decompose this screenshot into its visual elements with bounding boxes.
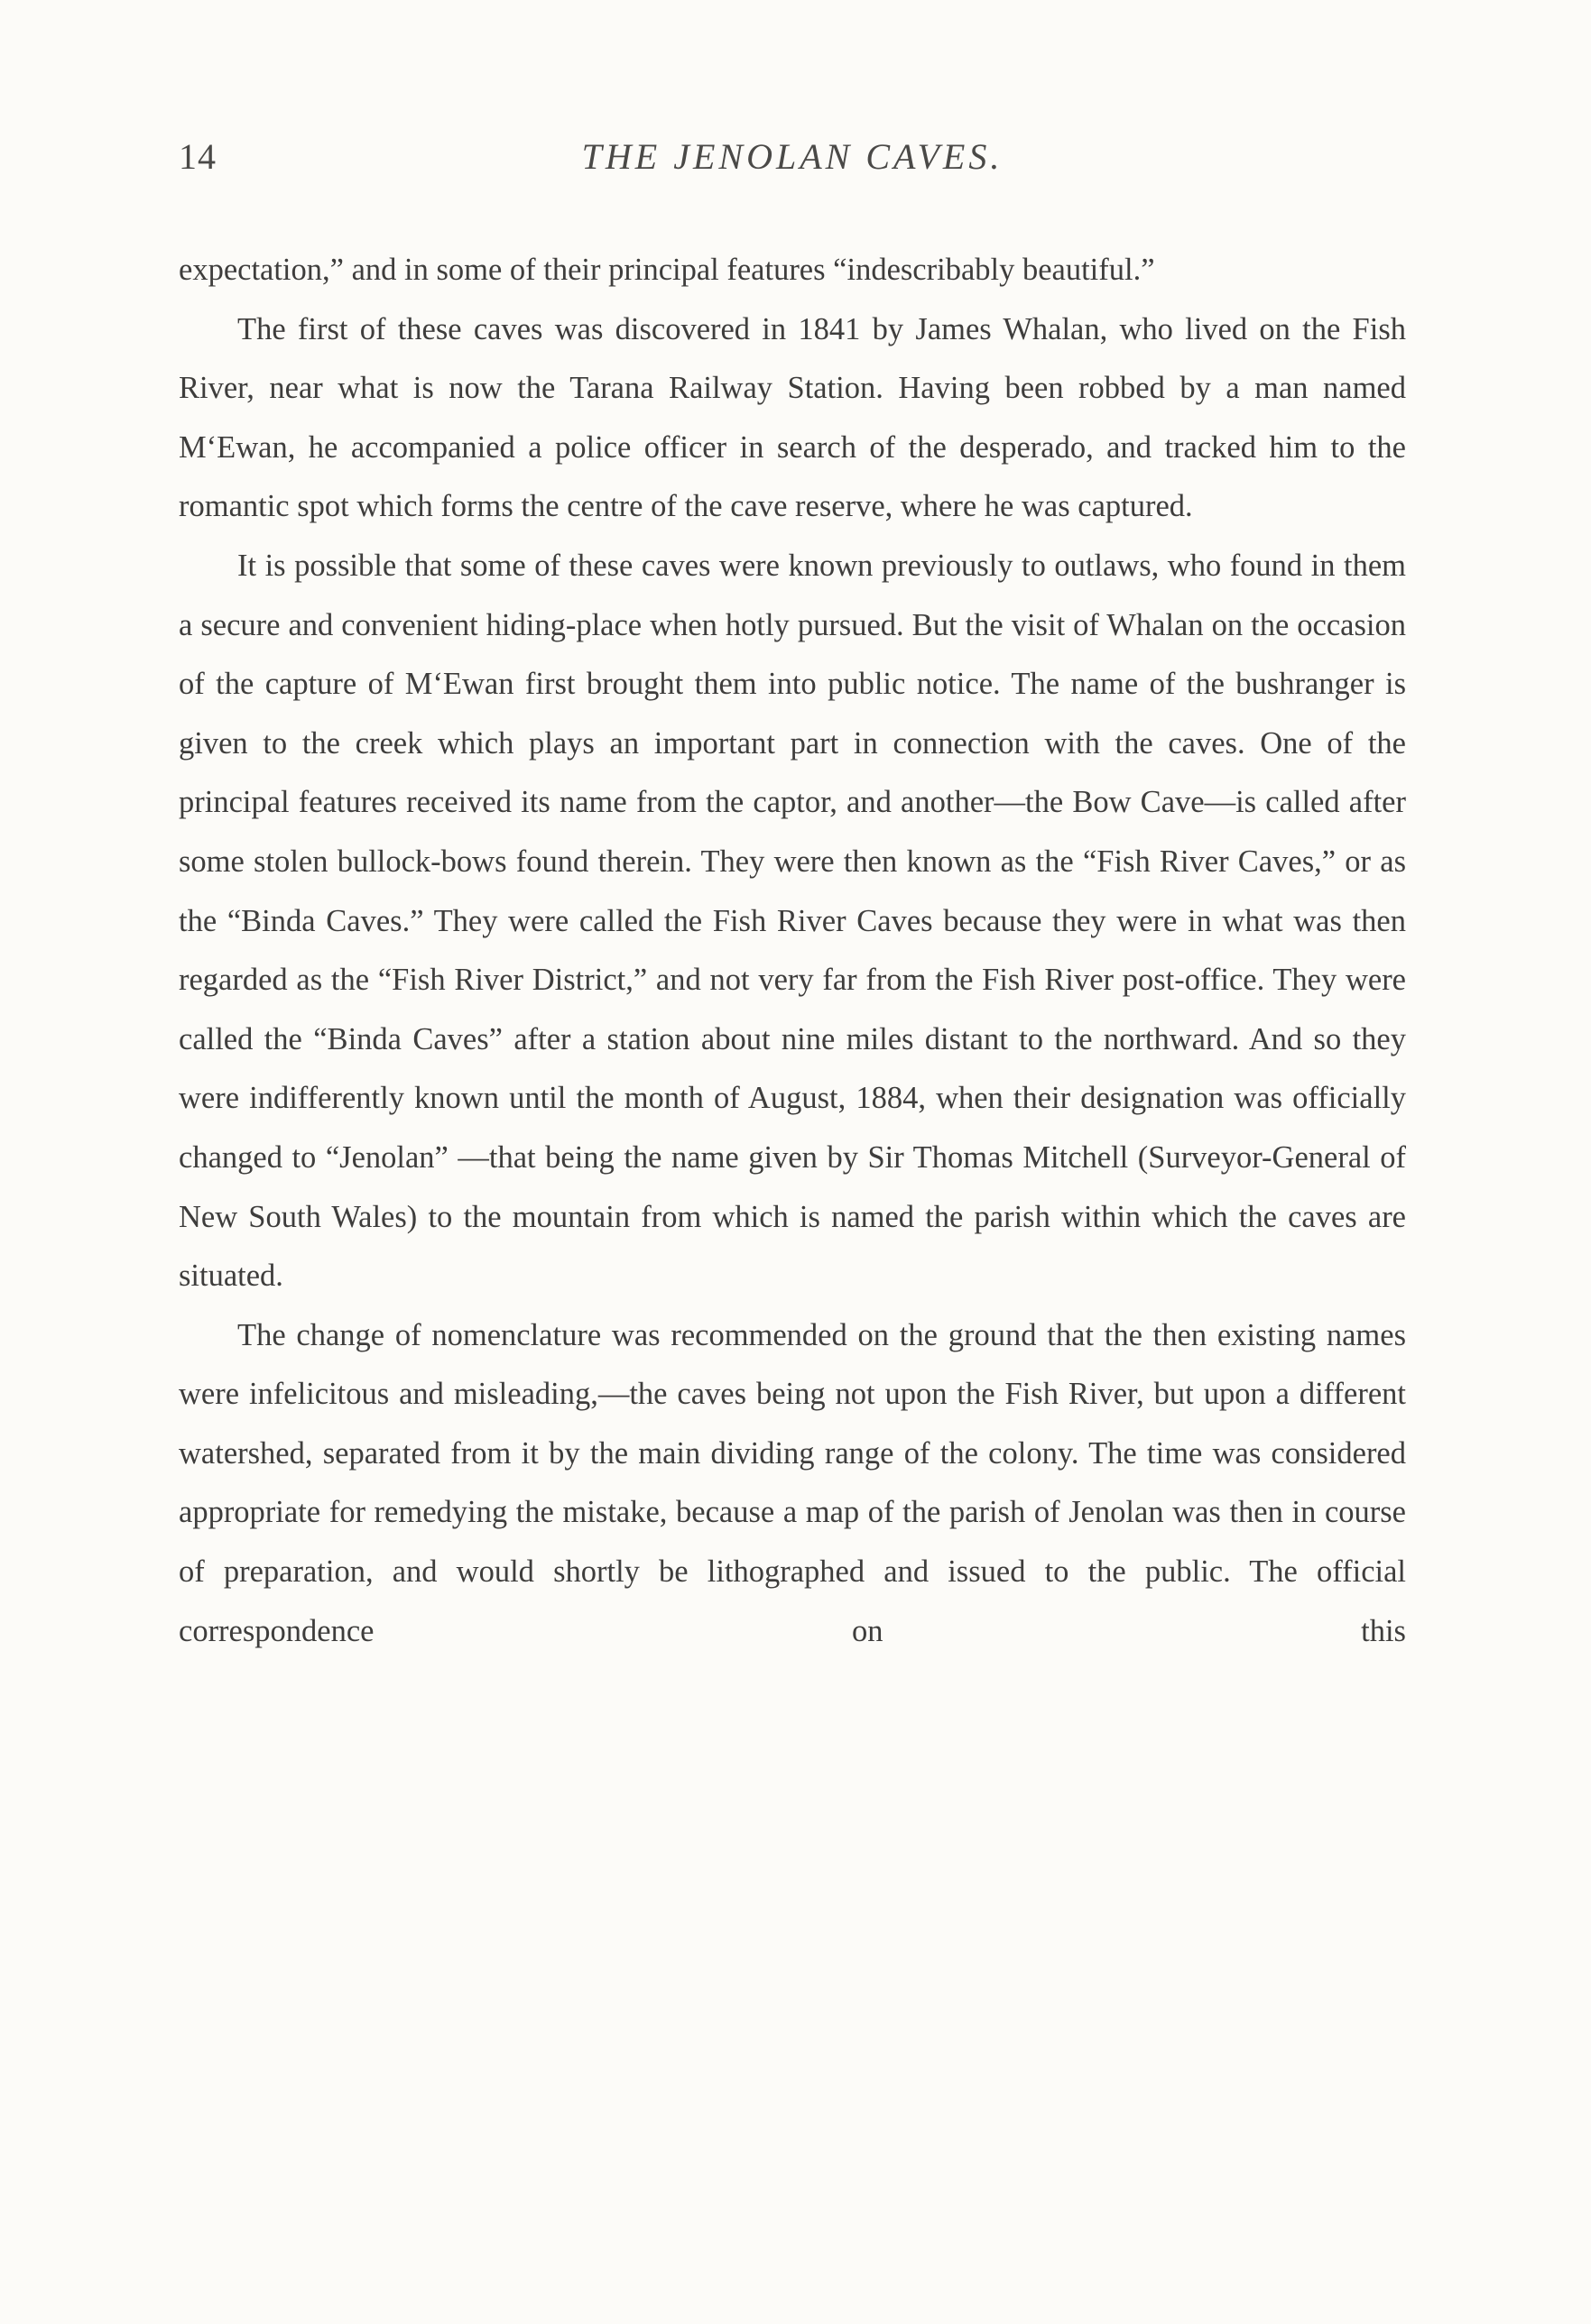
paragraph-outlaws: It is possible that some of these caves were known previously to outlaws, who found in them a secure and convenient hiding-place when hotly pursued. But the visit of Whalan on the occasion of the capture of M‘Ewan first brought them into public notice. The name of the bushranger is given to the creek which plays an important part in connection with the caves. One of the principal features received its name from the captor, and another—the Bow Cave—is called after some stolen bullock-bows found therein. They were then known as the “Fish River Caves,” or as the “Binda Caves.” They were called the Fish River Caves because they were in what was then regarded as the “Fish River District,” and not very far from the Fish River post-office. They were called the “Binda Caves” after a station about nine miles distant to the northward. And so they were indifferently known until the month of August, 1884, when their designation was officially changed to “Jenolan” —that being the name given by Sir Thomas Mitchell (Surveyor-General of New South Wales) to the mountain from which is named the parish within which the caves are situated. <box>179 548 1406 1294</box>
paragraph-continuation: expectation,” and in some of their principal features “indescribably beautiful.” <box>179 253 1155 287</box>
page-header <box>179 135 1406 198</box>
paragraph-nomenclature: The change of nomenclature was recommended on the ground that the then existing names were infelicitous and misleading,—the caves being not upon the Fish River, but upon a different watershed, separated from it by the main dividing range of the colony. The time was considered appropriate for remedying the mistake, because a map of the parish of Jenolan was then in course of preparation, and would shortly be lithographed and issued to the public. The official correspondence on this <box>179 1317 1406 1648</box>
running-title: THE JENOLAN CAVES. <box>581 136 1004 177</box>
body-text <box>179 241 1406 1661</box>
paragraph-discovery: The first of these caves was discovered in 1841 by James Whalan, who lived on the Fish River, near what is now the Tarana Railway Station. Having been robbed by a man named M‘Ewan, he accompanied a police officer in search of the desperado, and tracked him to the romantic spot which forms the centre of the cave reserve, where he was captured. <box>179 311 1406 524</box>
page-number: 14 <box>179 136 217 177</box>
